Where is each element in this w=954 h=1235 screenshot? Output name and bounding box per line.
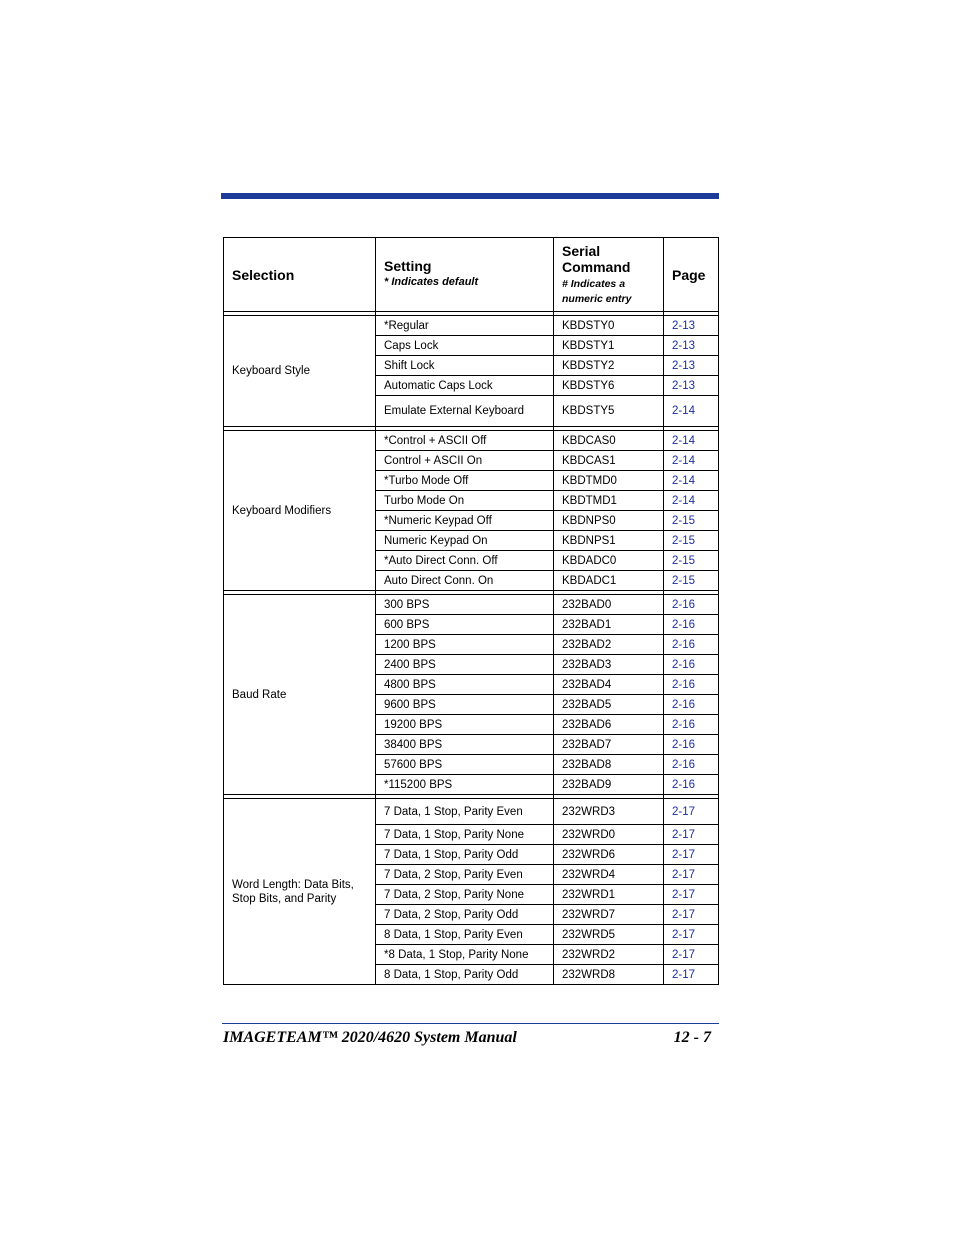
footer-title: IMAGETEAM™ 2020/4620 System Manual	[223, 1029, 517, 1046]
setting-cell: *Control + ASCII Off	[376, 431, 554, 451]
page-link[interactable]: 2-13	[672, 359, 696, 372]
setting-cell: *Regular	[376, 316, 554, 336]
table-header-row	[224, 238, 719, 312]
setting-cell: 1200 BPS	[376, 635, 554, 655]
setting-cell: 8 Data, 1 Stop, Parity Odd	[376, 965, 554, 985]
page-link[interactable]: 2-14	[672, 405, 696, 417]
setting-cell: Shift Lock	[376, 356, 554, 376]
command-cell: 232BAD6	[554, 715, 664, 735]
setting-cell: Automatic Caps Lock	[376, 376, 554, 396]
command-cell: KBDNPS1	[554, 531, 664, 551]
setting-cell: 2400 BPS	[376, 655, 554, 675]
selection-cell: Word Length: Data Bits, Stop Bits, and Parity	[224, 799, 376, 985]
page-cell	[664, 431, 719, 451]
page-cell	[664, 965, 719, 985]
page-cell	[664, 825, 719, 845]
page-link[interactable]: 2-13	[672, 379, 696, 392]
header-setting-note: * Indicates default	[384, 276, 479, 288]
setting-cell: *Numeric Keypad Off	[376, 511, 554, 531]
page-link[interactable]: 2-14	[672, 474, 696, 487]
setting-cell: *8 Data, 1 Stop, Parity None	[376, 945, 554, 965]
page-link[interactable]: 2-17	[672, 948, 696, 961]
command-cell: 232BAD9	[554, 775, 664, 795]
serial-command-table	[223, 237, 719, 985]
setting-cell: 7 Data, 2 Stop, Parity Odd	[376, 905, 554, 925]
page-link[interactable]: 2-13	[672, 339, 696, 352]
page-cell	[664, 551, 719, 571]
page-link[interactable]: 2-16	[672, 738, 696, 751]
page-cell	[664, 451, 719, 471]
page-link[interactable]: 2-16	[672, 758, 696, 771]
selection-cell: Keyboard Style	[224, 316, 376, 427]
page-cell	[664, 845, 719, 865]
table-row	[224, 595, 719, 615]
command-cell: KBDSTY1	[554, 336, 664, 356]
page-cell	[664, 376, 719, 396]
page-link[interactable]: 2-16	[672, 618, 696, 631]
command-cell: KBDCAS0	[554, 431, 664, 451]
command-cell: 232WRD2	[554, 945, 664, 965]
setting-cell: 7 Data, 1 Stop, Parity Odd	[376, 845, 554, 865]
page-link[interactable]: 2-17	[672, 848, 696, 861]
header-accent-bar	[221, 193, 719, 199]
page-cell	[664, 316, 719, 336]
command-cell: KBDSTY6	[554, 376, 664, 396]
command-cell: KBDSTY2	[554, 356, 664, 376]
page-cell	[664, 799, 719, 825]
page-link[interactable]: 2-17	[672, 828, 696, 841]
header-setting: Setting * Indicates default	[376, 238, 554, 312]
command-cell: 232WRD3	[554, 799, 664, 825]
setting-cell: Control + ASCII On	[376, 451, 554, 471]
command-cell: KBDADC0	[554, 551, 664, 571]
selection-cell: Keyboard Modifiers	[224, 431, 376, 591]
page-link[interactable]: 2-17	[672, 868, 696, 881]
setting-cell: 57600 BPS	[376, 755, 554, 775]
page-link[interactable]: 2-14	[672, 494, 696, 507]
setting-cell: Numeric Keypad On	[376, 531, 554, 551]
setting-cell: 7 Data, 1 Stop, Parity None	[376, 825, 554, 845]
command-cell: 232BAD1	[554, 615, 664, 635]
command-cell: KBDADC1	[554, 571, 664, 591]
table-row	[224, 431, 719, 451]
command-cell: 232WRD8	[554, 965, 664, 985]
page-link[interactable]: 2-15	[672, 554, 696, 567]
setting-cell: 7 Data, 2 Stop, Parity None	[376, 885, 554, 905]
selection-cell: Baud Rate	[224, 595, 376, 795]
page-cell	[664, 491, 719, 511]
page-cell	[664, 655, 719, 675]
setting-cell: 7 Data, 2 Stop, Parity Even	[376, 865, 554, 885]
setting-cell: 600 BPS	[376, 615, 554, 635]
setting-cell: 19200 BPS	[376, 715, 554, 735]
table-row	[224, 316, 719, 336]
page-link[interactable]: 2-16	[672, 638, 696, 651]
setting-cell: 300 BPS	[376, 595, 554, 615]
command-cell: KBDNPS0	[554, 511, 664, 531]
command-cell: KBDTMD0	[554, 471, 664, 491]
page-cell	[664, 865, 719, 885]
setting-cell: Caps Lock	[376, 336, 554, 356]
page-link[interactable]: 2-16	[672, 678, 696, 691]
page-cell	[664, 511, 719, 531]
command-cell: 232BAD3	[554, 655, 664, 675]
header-serial-command: Serial Command # Indicates a numeric entry	[554, 238, 664, 312]
header-selection: Selection	[224, 238, 376, 312]
page-link[interactable]: 2-17	[672, 888, 696, 901]
page-link[interactable]: 2-16	[672, 698, 696, 711]
page-link[interactable]: 2-17	[672, 968, 696, 981]
page-cell	[664, 755, 719, 775]
page-cell	[664, 735, 719, 755]
setting-cell: *Auto Direct Conn. Off	[376, 551, 554, 571]
command-cell: KBDSTY0	[554, 316, 664, 336]
page-cell	[664, 595, 719, 615]
command-cell: 232WRD7	[554, 905, 664, 925]
page-cell	[664, 531, 719, 551]
command-cell: 232BAD5	[554, 695, 664, 715]
page-cell	[664, 925, 719, 945]
header-serial-note: # Indicates a numeric entry	[562, 277, 632, 305]
setting-cell: 8 Data, 1 Stop, Parity Even	[376, 925, 554, 945]
page-cell	[664, 635, 719, 655]
page-cell	[664, 471, 719, 491]
page-link[interactable]: 2-17	[672, 805, 696, 818]
page-link[interactable]: 2-16	[672, 718, 696, 731]
page-cell	[664, 675, 719, 695]
page-cell	[664, 905, 719, 925]
command-cell: 232WRD4	[554, 865, 664, 885]
page-cell	[664, 336, 719, 356]
command-cell: 232BAD0	[554, 595, 664, 615]
command-cell: 232BAD2	[554, 635, 664, 655]
page-cell	[664, 571, 719, 591]
page-cell	[664, 615, 719, 635]
setting-cell: 4800 BPS	[376, 675, 554, 695]
page-cell	[664, 775, 719, 795]
command-cell: 232WRD0	[554, 825, 664, 845]
page-link[interactable]: 2-17	[672, 928, 696, 941]
table-row	[224, 799, 719, 825]
command-cell: 232BAD7	[554, 735, 664, 755]
page-link[interactable]: 2-16	[672, 778, 696, 791]
page-cell	[664, 695, 719, 715]
command-cell: 232BAD8	[554, 755, 664, 775]
setting-cell: *Turbo Mode Off	[376, 471, 554, 491]
command-cell: 232WRD5	[554, 925, 664, 945]
setting-cell: 7 Data, 1 Stop, Parity Even	[376, 799, 554, 825]
setting-cell: Auto Direct Conn. On	[376, 571, 554, 591]
page-link[interactable]: 2-13	[672, 319, 696, 332]
page-link[interactable]: 2-15	[672, 574, 696, 587]
footer-rule	[222, 1023, 719, 1024]
page-link[interactable]: 2-15	[672, 514, 696, 527]
setting-cell: *115200 BPS	[376, 775, 554, 795]
page-cell	[664, 715, 719, 735]
command-cell: 232WRD1	[554, 885, 664, 905]
setting-cell: Emulate External Keyboard	[376, 396, 554, 427]
page-link[interactable]: 2-14	[672, 454, 696, 467]
page-link[interactable]: 2-15	[672, 534, 696, 547]
command-cell: 232BAD4	[554, 675, 664, 695]
page-link[interactable]: 2-17	[672, 908, 696, 921]
page-cell	[664, 356, 719, 376]
setting-cell: Turbo Mode On	[376, 491, 554, 511]
command-cell: 232WRD6	[554, 845, 664, 865]
command-cell: KBDCAS1	[554, 451, 664, 471]
setting-cell: 38400 BPS	[376, 735, 554, 755]
page-link[interactable]: 2-14	[672, 434, 696, 447]
page-cell	[664, 885, 719, 905]
command-cell: KBDSTY5	[554, 396, 664, 427]
command-cell: KBDTMD1	[554, 491, 664, 511]
setting-cell: 9600 BPS	[376, 695, 554, 715]
page-link[interactable]: 2-16	[672, 598, 696, 611]
header-page: Page	[664, 238, 719, 312]
page-link[interactable]: 2-16	[672, 658, 696, 671]
page-cell	[664, 945, 719, 965]
footer-page-number: 12 - 7	[673, 1029, 711, 1046]
page-cell	[664, 396, 719, 427]
